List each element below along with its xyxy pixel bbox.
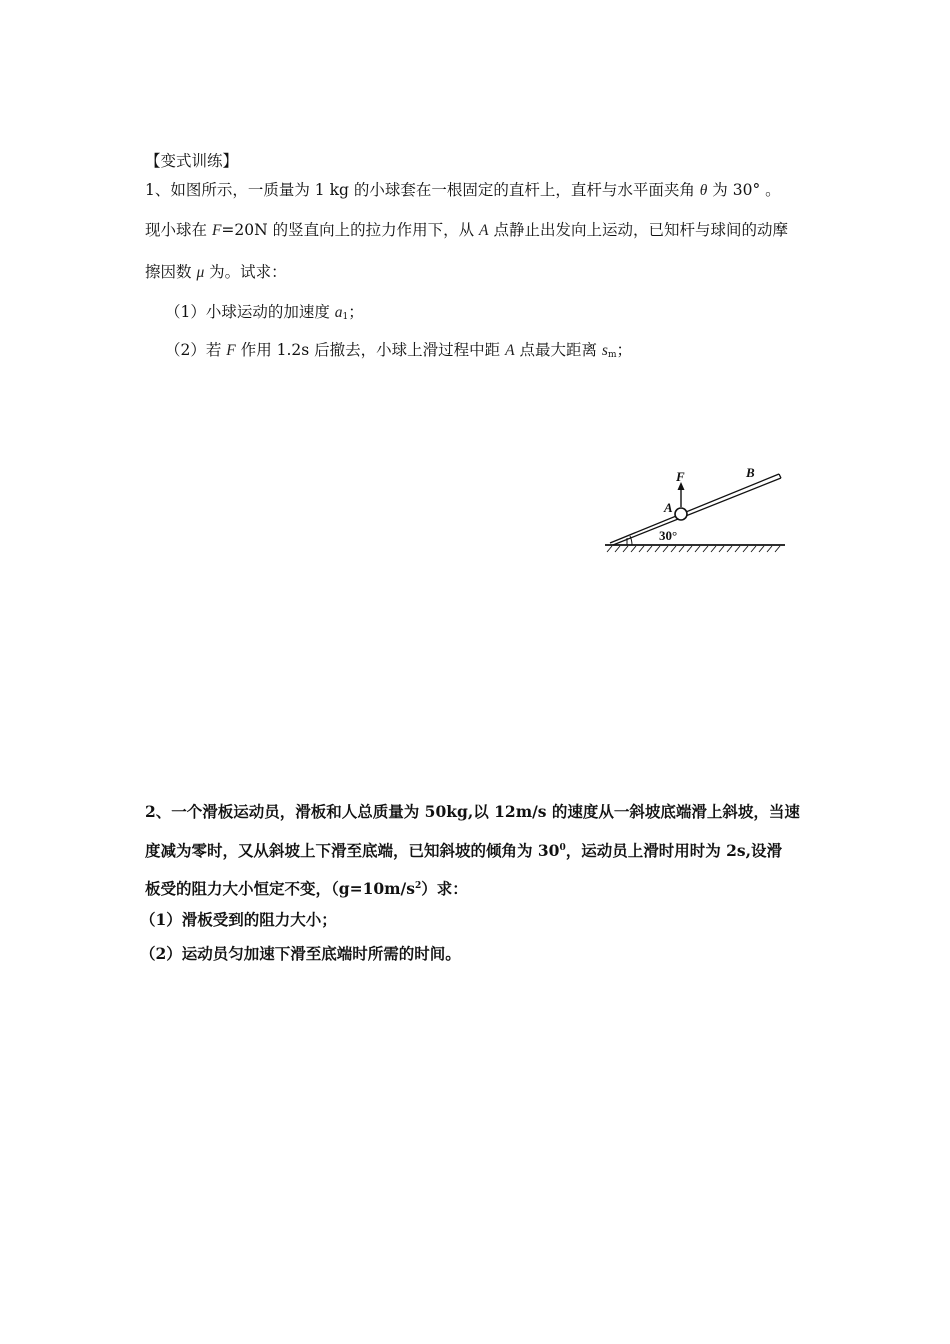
q2-end: ；	[616, 341, 633, 359]
rod-end	[779, 474, 781, 478]
q1-sub: 1	[342, 312, 349, 322]
incline-figure	[600, 462, 790, 554]
p2-l2-sup: 0	[559, 843, 566, 853]
q2-b: 作用 1.2s 后撤去，小球上滑过程中距	[235, 341, 506, 359]
problem2-question2: （2）运动员匀加速下滑至底端时所需的时间。	[140, 944, 461, 963]
rod-upper	[610, 474, 779, 543]
problem2-line1: 2、一个滑板运动员，滑板和人总质量为 50kg,以 12m/s 的速度从一斜坡底端滑上斜坡，当速	[145, 802, 800, 821]
p1-l3-a: 擦因数	[145, 263, 197, 281]
p1-l1-a: 1、如图所示，一质量为 1 kg 的小球套在一根固定的直杆上，直杆与水平面夹角	[145, 181, 700, 199]
problem1-line1	[145, 180, 781, 201]
ball	[675, 508, 687, 520]
section-title: 【变式训练】	[145, 152, 239, 170]
problem2-line3	[145, 876, 468, 899]
problem1-question2	[165, 340, 632, 365]
ground-hatching	[607, 546, 780, 552]
q2-var: s	[601, 342, 608, 359]
q2-force: F	[226, 342, 236, 359]
q2-sub: m	[607, 350, 617, 360]
problem1-line2	[145, 220, 788, 241]
mu-symbol: μ	[196, 264, 205, 281]
p2-l2-b: ，运动员上滑时用时为 2s,设滑	[565, 841, 783, 860]
problem1-question1	[165, 302, 364, 327]
p2-l2-a: 度减为零时，又从斜坡上下滑至底端，已知斜坡的倾角为 30	[145, 841, 560, 860]
q1-text: （1）小球运动的加速度	[165, 303, 335, 321]
q1-end: ；	[348, 303, 364, 321]
label-angle: 30°	[659, 528, 678, 543]
label-b: B	[746, 465, 755, 480]
q2-c: 点最大距离	[514, 341, 602, 359]
q2-point-a: A	[505, 342, 515, 359]
problem2-line2	[145, 838, 782, 861]
label-f: F	[676, 469, 685, 484]
p2-l3-a: 板受的阻力大小恒定不变，（g=10m/s	[145, 879, 415, 898]
p2-l3-sup: 2	[414, 881, 422, 891]
label-a: A	[664, 500, 673, 515]
p1-l2-c: 点静止出发向上运动，已知杆与球间的动摩	[488, 221, 788, 239]
q2-a: （2）若	[165, 341, 227, 359]
q1-var: a	[334, 304, 343, 321]
theta-symbol: θ	[699, 182, 708, 199]
p2-l3-b: ）求：	[421, 879, 468, 898]
force-symbol: F	[211, 222, 222, 239]
p1-l3-b: 为。试求：	[204, 263, 287, 281]
problem2-question1: （1）滑板受到的阻力大小；	[140, 910, 337, 929]
p1-l2-b: =20N 的竖直向上的拉力作用下，从	[221, 221, 480, 239]
p1-l2-a: 现小球在	[145, 221, 212, 239]
problem1-line3	[145, 262, 287, 283]
rod-lower	[613, 478, 781, 545]
point-a-symbol: A	[479, 222, 489, 239]
p1-l1-b: 为 30° 。	[707, 181, 781, 199]
